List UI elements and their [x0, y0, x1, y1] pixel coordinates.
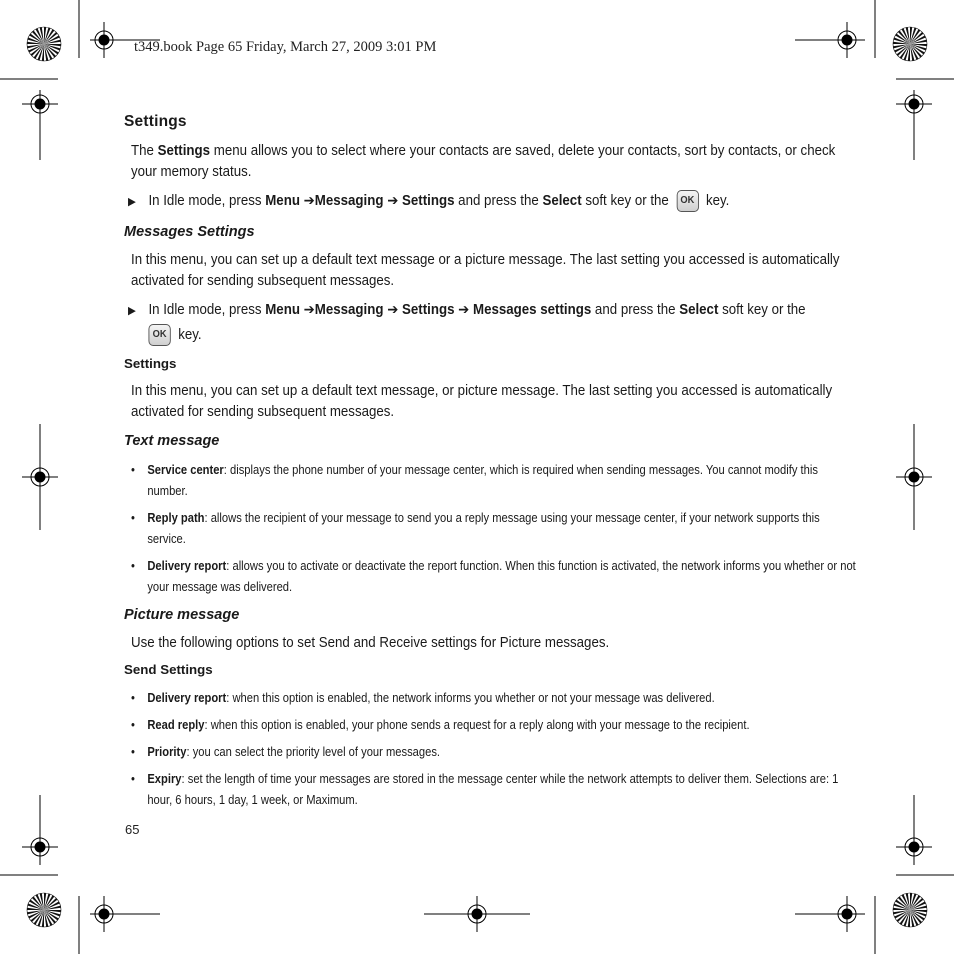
- bullet-icon: •: [131, 558, 135, 573]
- print-header: t349.book Page 65 Friday, March 27, 2009 3:01 PM: [134, 39, 437, 55]
- picture-message-title: Picture message: [124, 607, 240, 623]
- section-title: Settings: [124, 113, 187, 130]
- list-item: [131, 687, 861, 708]
- section-intro: [131, 141, 852, 183]
- list-item: [131, 555, 861, 597]
- settings-sub-para: In this menu, you can set up a default text message, or picture message. The last setting you accessed is automatically activated for sending subsequent messages.: [131, 383, 833, 420]
- page-number: 65: [125, 822, 140, 837]
- item-term: Read reply: [147, 717, 205, 732]
- list-item: [131, 459, 861, 501]
- bullet-icon: •: [131, 771, 135, 786]
- step-text: In Idle mode, press: [148, 193, 266, 209]
- bullet-icon: •: [131, 690, 135, 705]
- messages-settings-step: [128, 298, 869, 348]
- item-desc: : you can select the priority level of your messages.: [186, 744, 441, 759]
- settings-subtitle: Settings: [124, 356, 177, 371]
- item-term: Delivery report: [147, 690, 227, 705]
- item-desc: : set the length of time your messages are stored in the message center while the network attempts to deliver them. Selections are: 1 hour, 6 hours, 1 day, 1 week, or Maximum.: [147, 771, 839, 807]
- step-text: soft key or the: [581, 193, 673, 209]
- step-text: and press the: [591, 302, 680, 318]
- step-menu-path: Menu ➔Messaging ➔ Settings: [265, 193, 455, 209]
- step-text: and press the: [454, 193, 543, 209]
- step-arrow-icon: ▶: [128, 196, 136, 208]
- step-text: key.: [702, 193, 730, 209]
- bullet-icon: •: [131, 744, 135, 759]
- item-term: Priority: [147, 744, 187, 759]
- step-text: soft key or the: [718, 302, 806, 318]
- ok-key-icon: OK: [148, 324, 170, 346]
- item-desc: : allows you to activate or deactivate the report function. When this function is activated, the network informs you whether or not your message was delivered.: [147, 558, 856, 594]
- step-select: Select: [679, 302, 719, 318]
- page-content: [124, 113, 856, 816]
- step-text: key.: [174, 327, 202, 343]
- ok-key-icon: OK: [676, 190, 698, 212]
- item-term: Reply path: [147, 510, 205, 525]
- step-arrow-icon: ▶: [128, 305, 136, 317]
- item-desc: : allows the recipient of your message to send you a reply message using your message center, if your network supports this service.: [147, 510, 820, 546]
- item-desc: : when this option is enabled, your phone sends a request for a reply along with your message to the recipient.: [204, 717, 750, 732]
- intro-lead: The: [131, 143, 158, 159]
- send-settings-list: [124, 687, 844, 810]
- step-text: In Idle mode, press: [148, 302, 266, 318]
- list-item: [131, 507, 861, 549]
- step-select: Select: [542, 193, 582, 209]
- list-item: [131, 768, 861, 810]
- send-settings-title: Send Settings: [124, 662, 213, 677]
- step-menu-path: Menu ➔Messaging ➔ Settings ➔ Messages settings: [265, 302, 592, 318]
- bullet-icon: •: [131, 510, 135, 525]
- bullet-icon: •: [131, 462, 135, 477]
- item-term: Expiry: [147, 771, 182, 786]
- intro-rest: menu allows you to select where your contacts are saved, delete your contacts, sort by contacts, or check your memory status.: [131, 143, 836, 180]
- item-term: Delivery report: [147, 558, 227, 573]
- messages-settings-para: In this menu, you can set up a default text message or a picture message. The last setting you accessed is automatically activated for sending subsequent messages.: [131, 252, 840, 289]
- intro-bold: Settings: [157, 143, 211, 159]
- list-item: [131, 714, 861, 735]
- settings-step: [128, 189, 869, 214]
- bullet-icon: •: [131, 717, 135, 732]
- picture-message-para: Use the following options to set Send and Receive settings for Picture messages.: [131, 635, 610, 651]
- text-message-list: [124, 459, 856, 597]
- text-message-title: Text message: [124, 433, 220, 449]
- list-item: [131, 741, 861, 762]
- messages-settings-title: Messages Settings: [124, 224, 255, 240]
- item-desc: : displays the phone number of your message center, which is required when sending messages. You cannot modify this number.: [147, 462, 818, 498]
- item-term: Service center: [147, 462, 224, 477]
- item-desc: : when this option is enabled, the network informs you whether or not your message was delivered.: [226, 690, 715, 705]
